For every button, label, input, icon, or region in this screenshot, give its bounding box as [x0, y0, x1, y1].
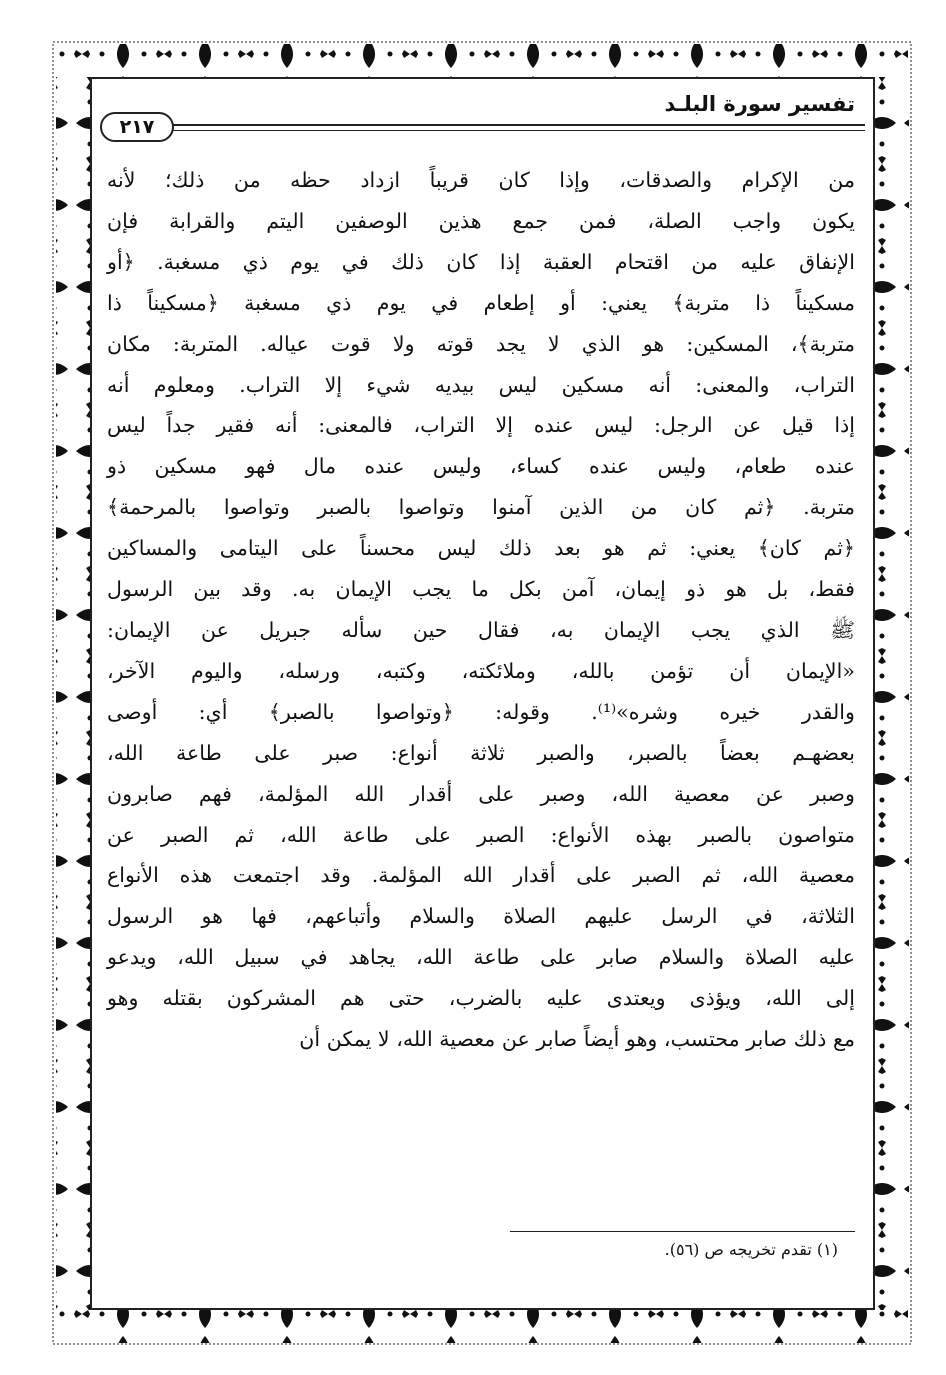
text-line: التراب، والمعنى: أنه مسكين ليس بيديه شيء إلا التراب. ومعلوم أنه	[107, 372, 855, 397]
page-title: تفسير سورة البلـد	[664, 92, 855, 116]
text-line: عنده طعام، وليس عنده كساء، وليس عنده مال فهو مسكين ذو	[107, 454, 855, 479]
text-line: والقدر خيره وشره»⁽¹⁾. وقوله: ﴿وتواصوا بالصبر﴾ أي: أوصى	[107, 699, 855, 724]
footnote: (١) تقدم تخريجه ص (٥٦).	[664, 1240, 838, 1259]
text-line: وصبر عن معصية الله، وصبر على أقدار الله المؤلمة، فهم صابرون	[107, 781, 855, 806]
page-number: ٢١٧	[100, 112, 174, 142]
text-line: الإنفاق عليه من اقتحام العقبة إذا كان ذلك في يوم ذي مسغبة. ﴿أو	[107, 249, 855, 274]
footnote-divider	[510, 1231, 855, 1232]
text-line: يكون واجب الصلة، فمن جمع هذين الوصفين اليتم والقرابة فإن	[107, 208, 855, 233]
header-rule	[170, 124, 865, 126]
text-line: معصية الله، ثم الصبر على أقدار الله المؤلمة. وقد اجتمعت هذه الأنواع	[107, 863, 855, 888]
text-line: عليه الصلاة والسلام صابر على طاعة الله، يجاهد في سبيل الله، ويدعو	[107, 945, 855, 970]
page-header	[100, 86, 865, 150]
header-rule-thin	[170, 130, 865, 131]
text-line: إلى الله، ويؤذى ويعتدى عليه بالضرب، حتى هم المشركون بقتله وهو	[107, 986, 855, 1011]
text-line: مع ذلك صابر محتسب، وهو أيضاً صابر عن معصية الله، لا يمكن أن	[299, 1027, 855, 1052]
text-line: متواصون بالصبر بهذه الأنواع: الصبر على طاعة الله، ثم الصبر عن	[107, 822, 855, 847]
text-line: ﴿ثم كان﴾ يعني: ثم هو بعد ذلك ليس محسناً على اليتامى والمساكين	[107, 536, 855, 561]
text-line: متربة. ﴿ثم كان من الذين آمنوا وتواصوا بالصبر وتواصوا بالمرحمة﴾	[107, 495, 855, 520]
text-line: «الإيمان أن تؤمن بالله، وملائكته، وكتبه، ورسله، واليوم الآخر،	[107, 658, 855, 683]
text-line: إذا قيل عن الرجل: ليس عنده إلا التراب، فالمعنى: أنه فقير جداً ليس	[107, 413, 855, 438]
text-line: الثلاثة، في الرسل عليهم الصلاة والسلام وأتباعهم، فها هو الرسول	[107, 904, 855, 929]
text-line: من الإكرام والصدقات، وإذا كان قريباً ازداد حظه من ذلك؛ لأنه	[107, 168, 855, 192]
text-line: ﷺ الذي يجب الإيمان به، فقال حين سأله جبريل عن الإيمان:	[107, 617, 855, 642]
text-line: بعضهـم بعضاً بالصبر، والصبر ثلاثة أنواع: صبر على طاعة الله،	[107, 740, 855, 765]
text-line: فقط، بل هو ذو إيمان، آمن بكل ما يجب الإيمان به. وقد بين الرسول	[107, 577, 855, 602]
text-line: مسكيناً ذا متربة﴾ يعني: أو إطعام في يوم ذي مسغبة ﴿مسكيناً ذا	[107, 290, 855, 315]
text-line: متربة﴾، المسكين: هو الذي لا يجد قوته ولا قوت عياله. المتربة: مكان	[107, 331, 855, 356]
body-text	[107, 160, 855, 1060]
